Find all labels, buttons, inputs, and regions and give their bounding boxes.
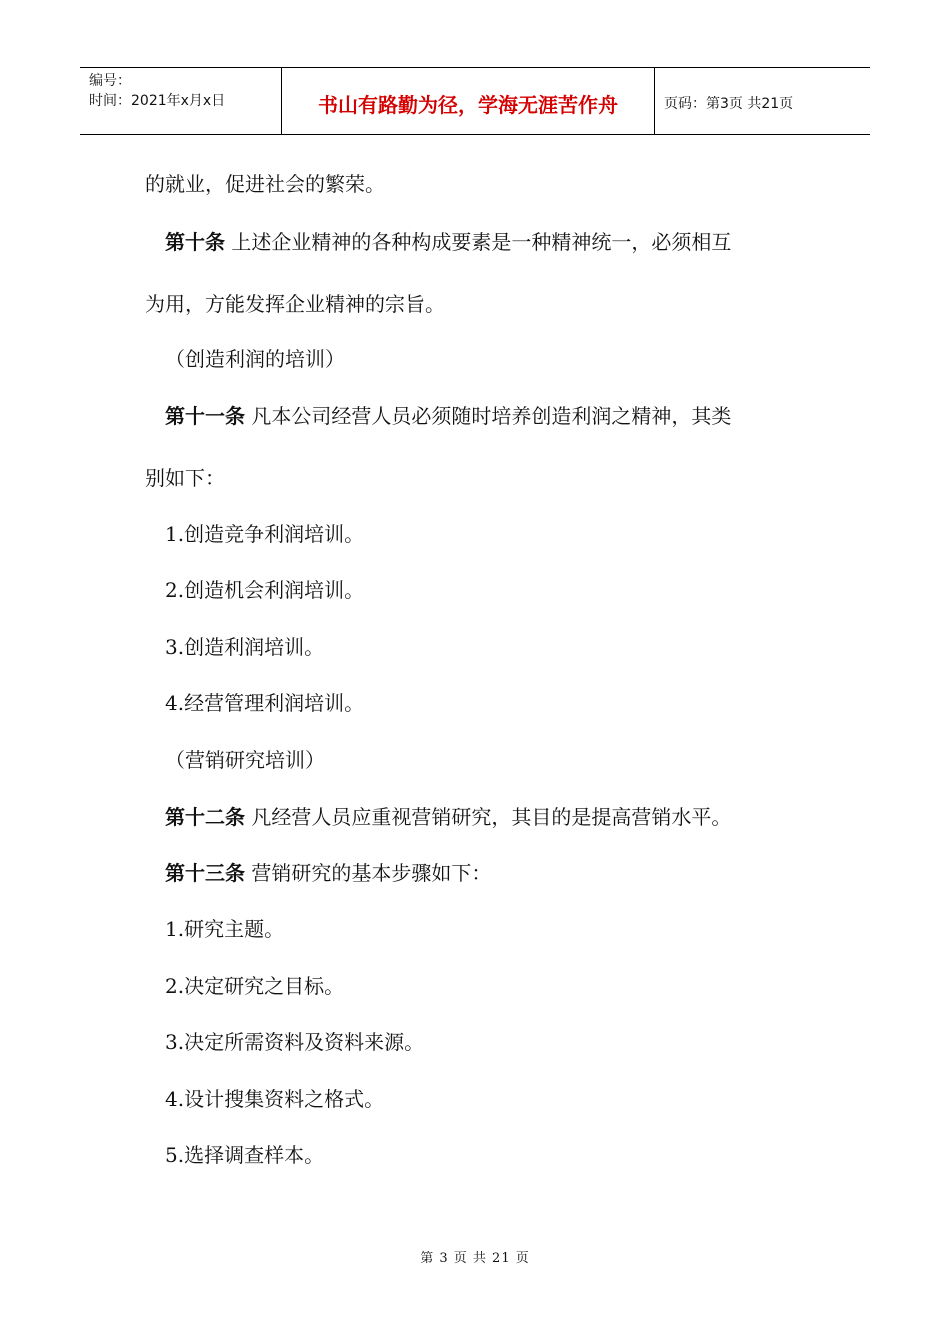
section-heading-text: （创造利润的培训） [165,347,345,371]
article-12 [165,803,845,831]
article-text: 凡经营人员应重视营销研究，其目的是提高营销水平。 [245,805,732,829]
page-footer [0,1247,950,1266]
list-item [165,1085,845,1113]
list-item [165,915,845,943]
list-item-text: 3.创造利润培训。 [165,635,325,659]
header-page-cell [655,68,870,135]
article-text: 为用，方能发挥企业精神的宗旨。 [145,292,445,316]
number-label: 编号： [89,73,131,89]
section-heading-marketing [165,746,845,774]
footer-page-number: 第 3 页 共 21 页 [420,1251,530,1266]
list-item-text: 2.创造机会利润培训。 [165,578,365,602]
page-header [80,67,870,135]
header-motto-cell [282,68,655,135]
article-10 [165,228,845,256]
article-13 [165,859,845,887]
section-heading-profit [165,345,845,373]
paragraph [145,170,825,198]
list-item-text: 5.选择调查样本。 [165,1143,325,1167]
list-item [165,972,845,1000]
date-label: 时间：2021年x月x日 [89,93,226,109]
article-10-continued [145,290,825,318]
list-item [165,633,845,661]
motto-text: 书山有路勤为径，学海无涯苦作舟 [318,93,618,117]
list-item-text: 1.创造竞争利润培训。 [165,522,365,546]
list-item [165,1028,845,1056]
article-text: 凡本公司经营人员必须随时培养创造利润之精神，其类 [245,404,732,428]
article-text: 别如下： [145,466,225,490]
article-11-continued [145,464,825,492]
list-item [165,520,845,548]
list-item [165,576,845,604]
list-item [165,1141,845,1169]
article-text: 营销研究的基本步骤如下： [245,861,492,885]
list-item-text: 3.决定所需资料及资料来源。 [165,1030,425,1054]
article-heading: 第十三条 [165,861,245,885]
article-heading: 第十一条 [165,404,245,428]
list-item-text: 1.研究主题。 [165,917,285,941]
page-info: 页码：第3页 共21页 [664,95,794,112]
article-11 [165,402,845,430]
header-meta-cell [80,68,282,135]
paragraph-text: 的就业，促进社会的繁荣。 [145,172,385,196]
section-heading-text: （营销研究培训） [165,748,325,772]
list-item-text: 2.决定研究之目标。 [165,974,345,998]
list-item [165,689,845,717]
article-text: 上述企业精神的各种构成要素是一种精神统一，必须相互 [225,230,732,254]
article-heading: 第十条 [165,230,225,254]
article-heading: 第十二条 [165,805,245,829]
list-item-text: 4.经营管理利润培训。 [165,691,365,715]
list-item-text: 4.设计搜集资料之格式。 [165,1087,385,1111]
